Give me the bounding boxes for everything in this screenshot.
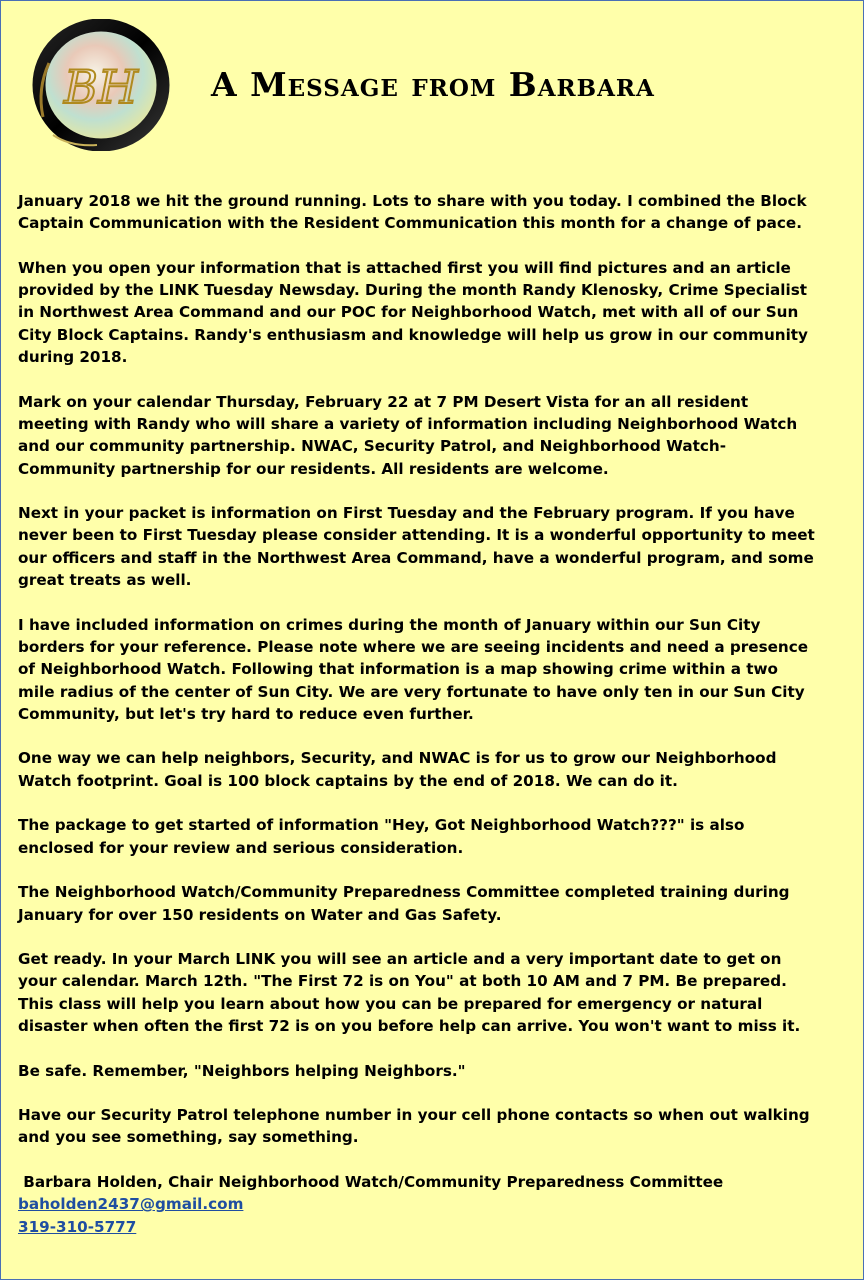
paragraph: The Neighborhood Watch/Community Preparedness Committee completed training during January for over 150 residents on Water and Gas Safety.	[18, 883, 790, 924]
paragraph: Have our Security Patrol telephone number in your cell phone contacts so when out walking and you see something, say something.	[18, 1106, 810, 1147]
letter-body	[18, 190, 818, 1238]
bh-monogram-logo-icon	[31, 19, 171, 151]
signature-block	[18, 1171, 818, 1238]
phone-link[interactable]: 319-310-5777	[18, 1217, 137, 1236]
paragraph: Get ready. In your March LINK you will see an article and a very important date to get on your calendar. March 12th. "The First 72 is on You" at both 10 AM and 7 PM. Be prepared. This class will help you learn about how you can be prepared for emergency or natural disaster when often the first 72 is on you before help can arrive. You won't want to miss it.	[18, 950, 801, 1035]
paragraph: I have included information on crimes during the month of January within our Sun City borders for your reference. Please note where we are seeing incidents and need a presence of Neighborhood Watch. Following that information is a map showing crime within a two mile radius of the center of Sun City. We are very fortunate to have only ten in our Sun City Community, but let's try hard to reduce even further.	[18, 615, 809, 723]
signature-name: Barbara Holden, Chair Neighborhood Watch/Community Preparedness Committee	[18, 1173, 724, 1192]
paragraph: When you open your information that is attached first you will find pictures and an article provided by the LINK Tuesday Newsday. During the month Randy Klenosky, Crime Specialist in Northwest Area Command and our POC for Neighborhood Watch, met with all of our Sun City Block Captains. Randy's enthusiasm and knowledge will help us grow in our community during 2018.	[18, 258, 808, 367]
paragraph: January 2018 we hit the ground running. Lots to share with you today. I combined the Block Captain Communication with the Resident Communication this month for a change of pace.	[18, 192, 807, 233]
paragraph: One way we can help neighbors, Security, and NWAC is for us to grow our Neighborhood Watch footprint. Goal is 100 block captains by the end of 2018. We can do it.	[18, 749, 777, 790]
email-link[interactable]: baholden2437@gmail.com	[18, 1195, 244, 1214]
logo-monogram-text: BH	[64, 60, 138, 114]
paragraph: Be safe. Remember, "Neighbors helping Neighbors."	[18, 1061, 466, 1080]
paragraph: Mark on your calendar Thursday, February 22 at 7 PM Desert Vista for an all resident meeting with Randy who will share a variety of information including Neighborhood Watch and our community partnership. NWAC, Security Patrol, and Neighborhood Watch- Community partnership for our residents. All residents are welcome.	[18, 392, 798, 478]
paragraph: Next in your packet is information on First Tuesday and the February program. If you have never been to First Tuesday please consider attending. It is a wonderful opportunity to meet our officers and staff in the Northwest Area Command, have a wonderful program, and some great treats as well.	[18, 504, 815, 590]
page-title: A Message from Barbara	[211, 65, 655, 104]
paragraph: The package to get started of information "Hey, Got Neighborhood Watch???" is also enclosed for your review and serious consideration.	[18, 816, 745, 857]
